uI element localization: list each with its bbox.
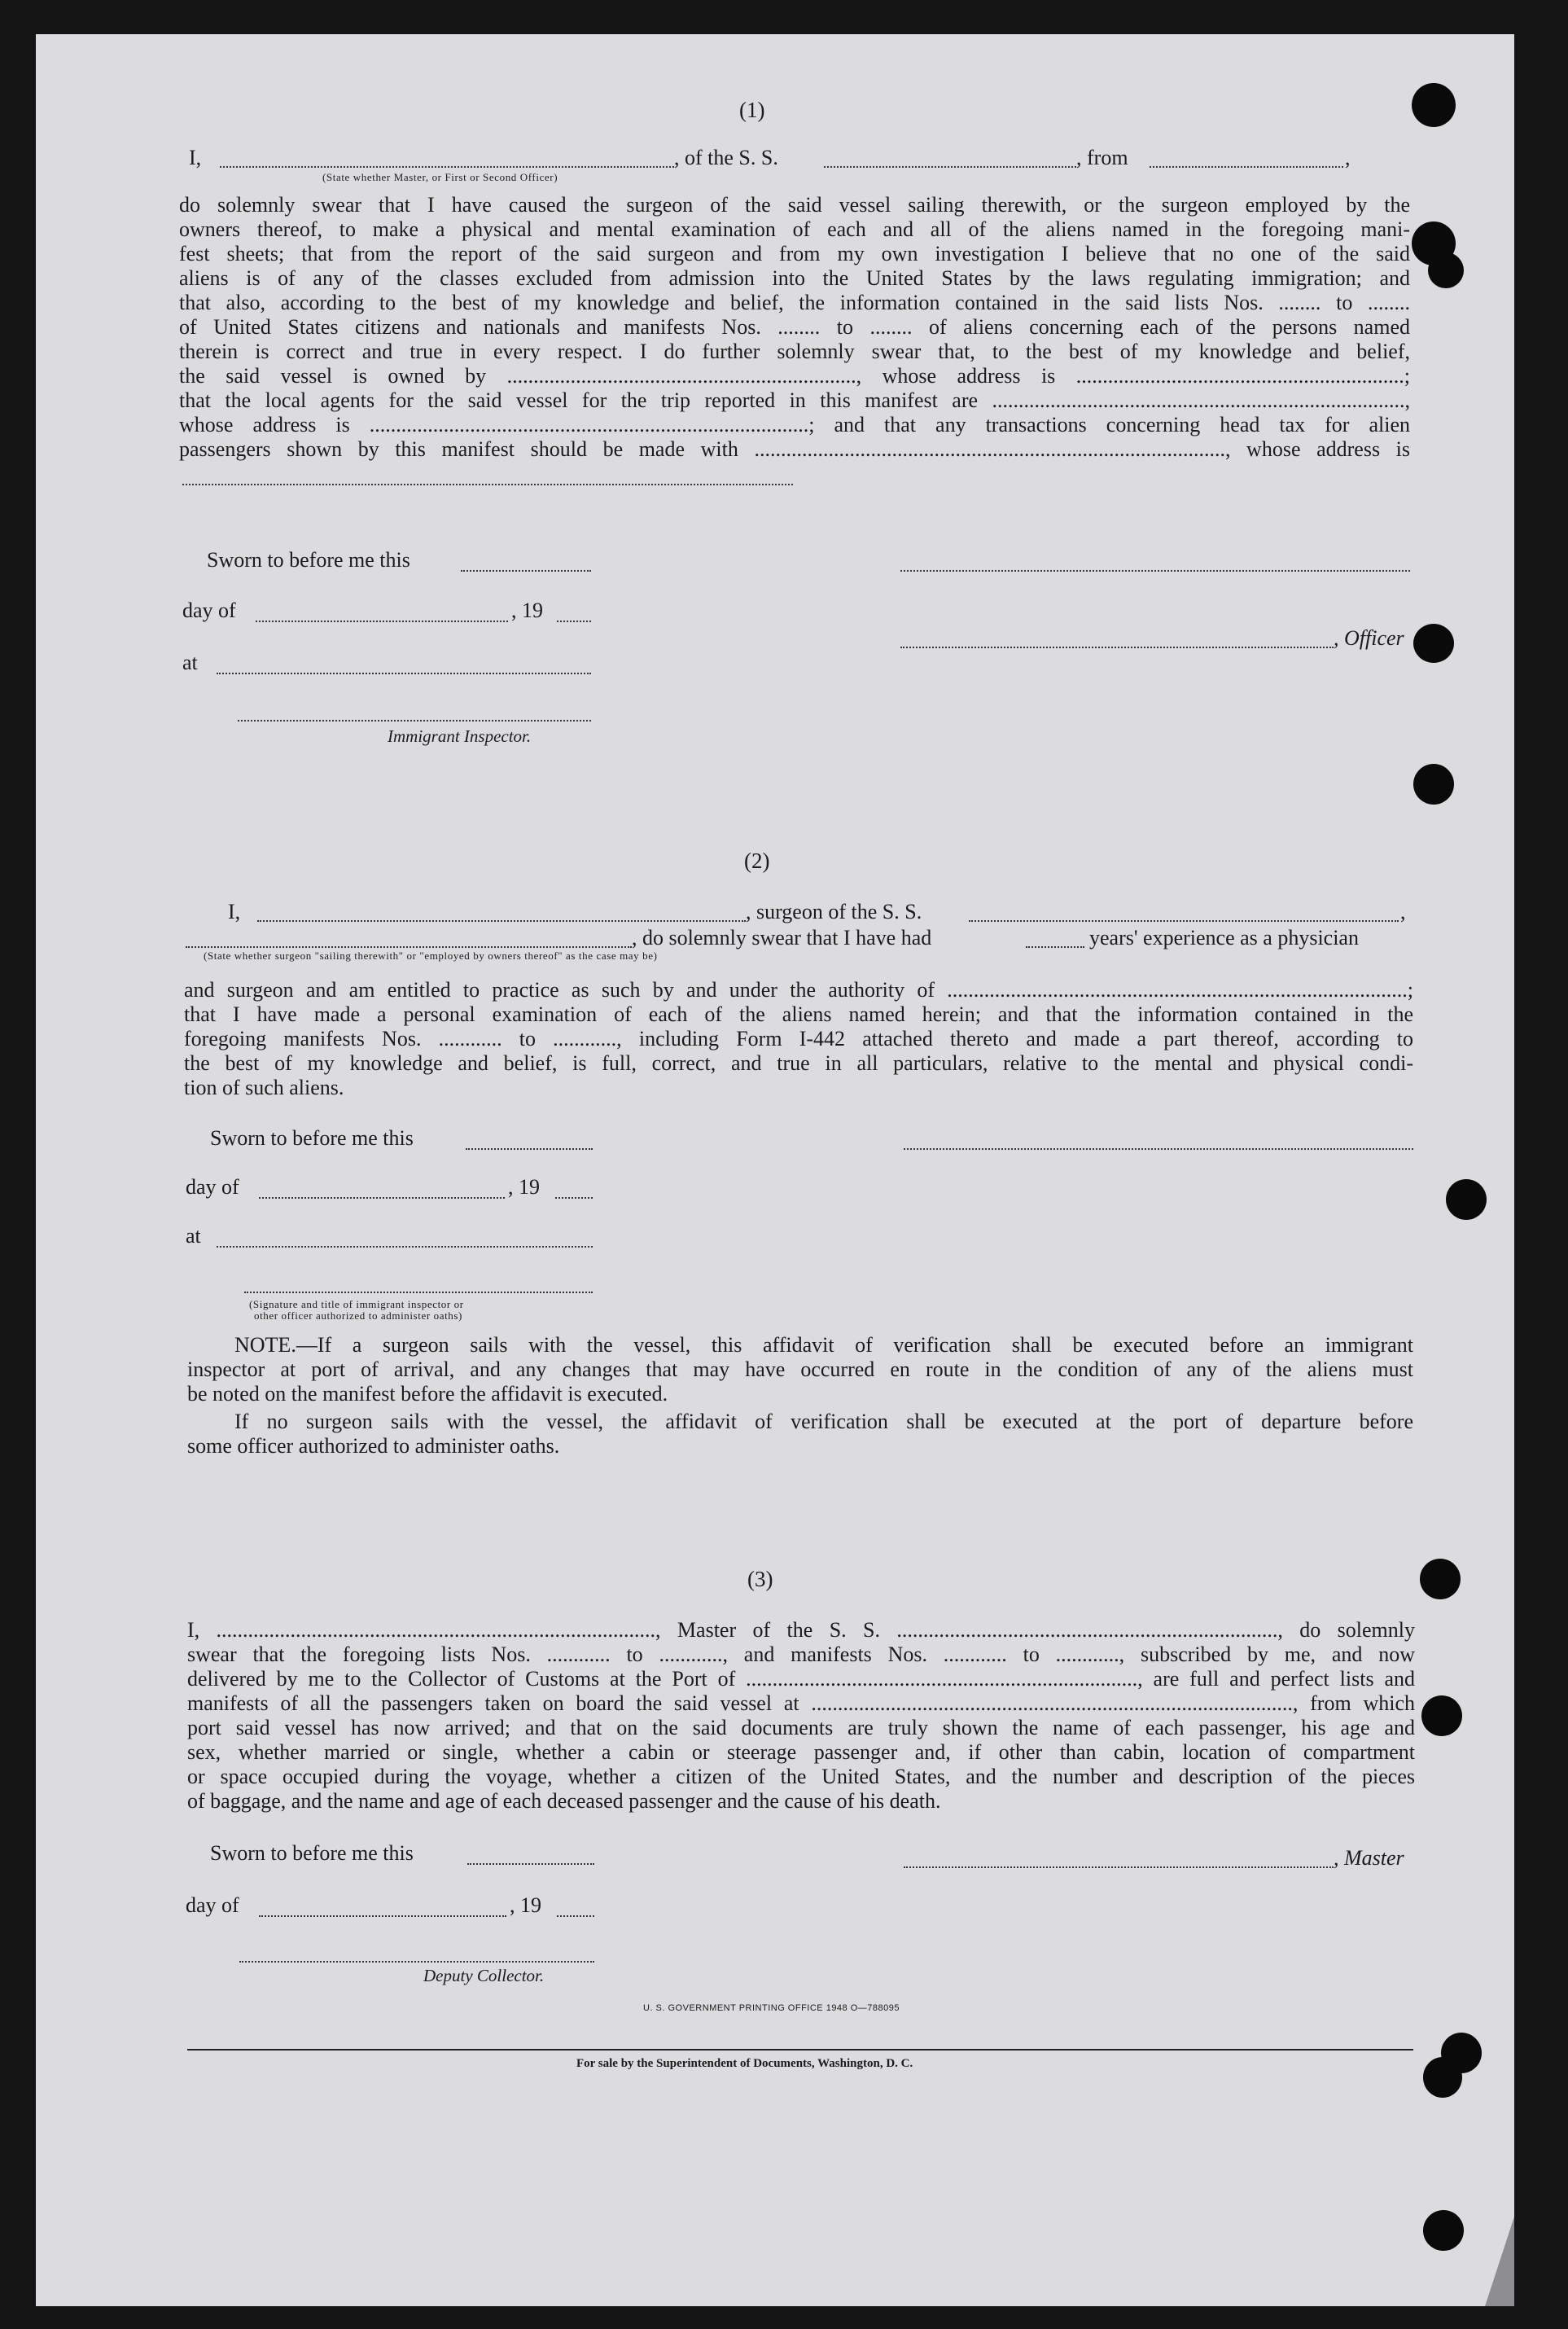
s3-master-signature-field[interactable] (904, 1866, 1334, 1868)
s2-oath-line: tion of such aliens. (184, 1076, 344, 1099)
s1-oath-line: do solemnly swear that I have caused the surgeon of the said vessel sailing therewith, or the surgeon employed by the (179, 193, 1410, 217)
s3-sworn-date-field[interactable] (467, 1863, 594, 1865)
s3-day-field[interactable] (259, 1915, 506, 1917)
s2-surgeon-name-field[interactable] (257, 920, 746, 922)
s3-year-label: , 19 (510, 1893, 541, 1917)
s2-years-label: years' experience as a physician (1089, 926, 1359, 950)
s1-day-field[interactable] (256, 621, 508, 622)
s3-oath-line: of baggage, and the name and age of each deceased passenger and the cause of his death. (187, 1789, 941, 1813)
punch-hole (1413, 764, 1454, 805)
s2-note-line: be noted on the manifest before the affidavit is executed. (187, 1382, 668, 1406)
s2-note-line: NOTE.—If a surgeon sails with the vessel, this affidavit of verification shall be executed before an immigrant (234, 1333, 1413, 1357)
s2-years-field[interactable] (1026, 946, 1084, 948)
s2-at-label: at (186, 1224, 201, 1248)
s1-year-label: , 19 (511, 599, 543, 622)
punch-hole (1413, 624, 1454, 663)
s2-oath-line: that I have made a personal examination of each of the aliens named herein; and that the information contained in the (184, 1002, 1413, 1026)
punch-hole (1423, 2210, 1464, 2251)
s1-oath-line: the said vessel is owned by .................................................................., whose address is ..............................................................; (179, 364, 1410, 388)
s1-oath-line: owners thereof, to make a physical and mental examination of each and all of the aliens named in the foregoing mani- (179, 217, 1410, 241)
s1-sworn-date-field[interactable] (461, 570, 591, 572)
s1-oath-opening (189, 145, 1410, 173)
s3-oath-line: or space occupied during the voyage, whether a citizen of the United States, and the number and description of the pieces (187, 1765, 1415, 1788)
s2-swear-label: , do solemnly swear that I have had (632, 926, 932, 950)
section-1-heading: (1) (739, 98, 765, 122)
s1-at-label: at (182, 651, 198, 674)
s1-from-port-field[interactable] (1150, 166, 1343, 168)
s1-inspector-label: Immigrant Inspector. (388, 726, 532, 746)
punch-hole (1420, 1559, 1461, 1599)
s1-year-field[interactable] (557, 621, 591, 622)
s1-officer-signature-field[interactable] (900, 647, 1334, 648)
s3-oath-line: manifests of all the passengers taken on board the said vessel at ..........................................................................................., from which (187, 1691, 1415, 1715)
s3-year-field[interactable] (557, 1915, 594, 1917)
s1-from-label: , from (1076, 146, 1128, 169)
s1-vessel-name-field[interactable] (824, 166, 1076, 168)
s1-oath-line: therein is correct and true in every respect. I do further solemnly swear that, to the best of my knowledge and belief, (179, 340, 1410, 363)
s1-i-label: I, (189, 146, 202, 169)
s2-signature-caption: (Signature and title of immigrant inspector or (249, 1298, 464, 1310)
s3-day-label: day of (186, 1893, 239, 1917)
s3-oath-line: port said vessel has now arrived; and that on the said documents are truly shown the name of each passenger, his age and (187, 1716, 1415, 1739)
s3-oath-line: I, ..................................................................................., Master of the S. S. ........................................................................, do solemnly (187, 1618, 1415, 1642)
s2-day-label: day of (186, 1175, 239, 1199)
s2-sworn-label: Sworn to before me this (210, 1126, 414, 1150)
s1-oath-line: aliens is of any of the classes excluded from admission into the United States by the laws regulating immigration; and (179, 266, 1410, 290)
s2-inspector-signature-field[interactable] (244, 1292, 593, 1293)
s1-signature-field[interactable] (900, 570, 1410, 572)
s1-oath-line: that also, according to the best of my knowledge and belief, the information contained in the said lists Nos. ........ to ........ (179, 291, 1410, 314)
punch-hole (1446, 1179, 1487, 1220)
punch-hole (1428, 252, 1464, 288)
s3-oath-line: sex, whether married or single, whether a cabin or steerage passenger and, if other than cabin, location of compartment (187, 1740, 1415, 1764)
s2-signature-field[interactable] (904, 1148, 1413, 1150)
punch-hole (1421, 1695, 1462, 1736)
s1-of-ss-label: , of the S. S. (674, 146, 778, 169)
section-2-heading: (2) (744, 849, 770, 873)
s1-at-field[interactable] (217, 673, 591, 674)
punch-hole (1423, 2057, 1462, 2098)
s2-oath-line: the best of my knowledge and belief, is full, correct, and true in all particulars, relative to the mental and physical condi- (184, 1051, 1413, 1075)
s3-oath-line: delivered by me to the Collector of Customs at the Port of .........................................................................., are full and perfect lists and (187, 1667, 1415, 1691)
s1-inspector-signature-field[interactable] (238, 720, 591, 722)
s2-oath-line-2 (182, 925, 1413, 953)
sale-notice: For sale by the Superintendent of Documents, Washington, D. C. (576, 2057, 913, 2070)
s2-note-line: If no surgeon sails with the vessel, the affidavit of verification shall be executed at the port of departure before (234, 1410, 1413, 1433)
s2-surgeon-of-label: , surgeon of the S. S. (746, 900, 922, 923)
s2-day-field[interactable] (259, 1197, 505, 1199)
s2-surgeon-status-field[interactable] (186, 946, 632, 948)
s2-status-note: (State whether surgeon "sailing therewith" or "employed by owners thereof" as the case may be) (204, 950, 658, 962)
s1-oath-line: passengers shown by this manifest should be made with ........................................................................................., whose address is (179, 437, 1410, 461)
s1-officer-label: , Officer (1334, 626, 1404, 650)
footer-rule (187, 2049, 1413, 2050)
s1-sworn-label: Sworn to before me this (207, 548, 410, 572)
s2-sworn-date-field[interactable] (466, 1148, 593, 1150)
form-page (36, 34, 1514, 2306)
s2-signature-caption: other officer authorized to administer oaths) (254, 1309, 462, 1322)
s2-year-field[interactable] (555, 1197, 593, 1199)
s2-i-label: I, (228, 900, 241, 923)
s1-oath-line: whose address is ...................................................................................; and that any transactions concerning head tax for alien (179, 413, 1410, 436)
s2-comma: , (1400, 900, 1406, 923)
s3-master-label: , Master (1334, 1846, 1404, 1870)
s3-deputy-label: Deputy Collector. (423, 1966, 545, 1985)
s1-rank-note: (State whether Master, or First or Second Officer) (322, 171, 558, 183)
s1-oath-line: of United States citizens and nationals and manifests Nos. ........ to ........ of aliens concerning each of the persons named (179, 315, 1410, 339)
s1-agent-address-field[interactable] (182, 484, 793, 485)
s1-oath-line: fest sheets; that from the report of the said surgeon and from my own investigation I believe that no one of the said (179, 242, 1410, 265)
s1-oath-line: that the local agents for the said vessel for the trip reported in this manifest are .............................................................................., (179, 388, 1410, 412)
s2-note-line: some officer authorized to administer oaths. (187, 1434, 560, 1458)
section-3-heading: (3) (747, 1567, 773, 1591)
s2-oath-line: and surgeon and am entitled to practice as such by and under the authority of .......................................................................................; (184, 978, 1413, 1002)
curled-corner (1482, 2217, 1514, 2306)
s2-note-line: inspector at port of arrival, and any changes that may have occurred en route in the condition of any of the aliens must (187, 1357, 1413, 1381)
s3-deputy-signature-field[interactable] (239, 1961, 594, 1963)
s2-year-label: , 19 (508, 1175, 540, 1199)
s2-oath-opening (228, 899, 1410, 927)
s3-oath-line: swear that the foregoing lists Nos. ............ to ............, and manifests Nos. ............ to ............, subscribed by me, and now (187, 1643, 1415, 1666)
s1-officer-rank-field[interactable] (220, 166, 674, 168)
printer-imprint: U. S. GOVERNMENT PRINTING OFFICE 1948 O—788095 (643, 2003, 900, 2013)
s2-vessel-name-field[interactable] (969, 920, 1399, 922)
punch-hole (1412, 83, 1456, 127)
s1-comma: , (1345, 146, 1351, 169)
s3-sworn-label: Sworn to before me this (210, 1841, 414, 1865)
s2-oath-line: foregoing manifests Nos. ............ to ............, including Form I-442 attached thereto and made a part thereof, according to (184, 1027, 1413, 1050)
s1-day-label: day of (182, 599, 236, 622)
s2-at-field[interactable] (217, 1246, 593, 1248)
